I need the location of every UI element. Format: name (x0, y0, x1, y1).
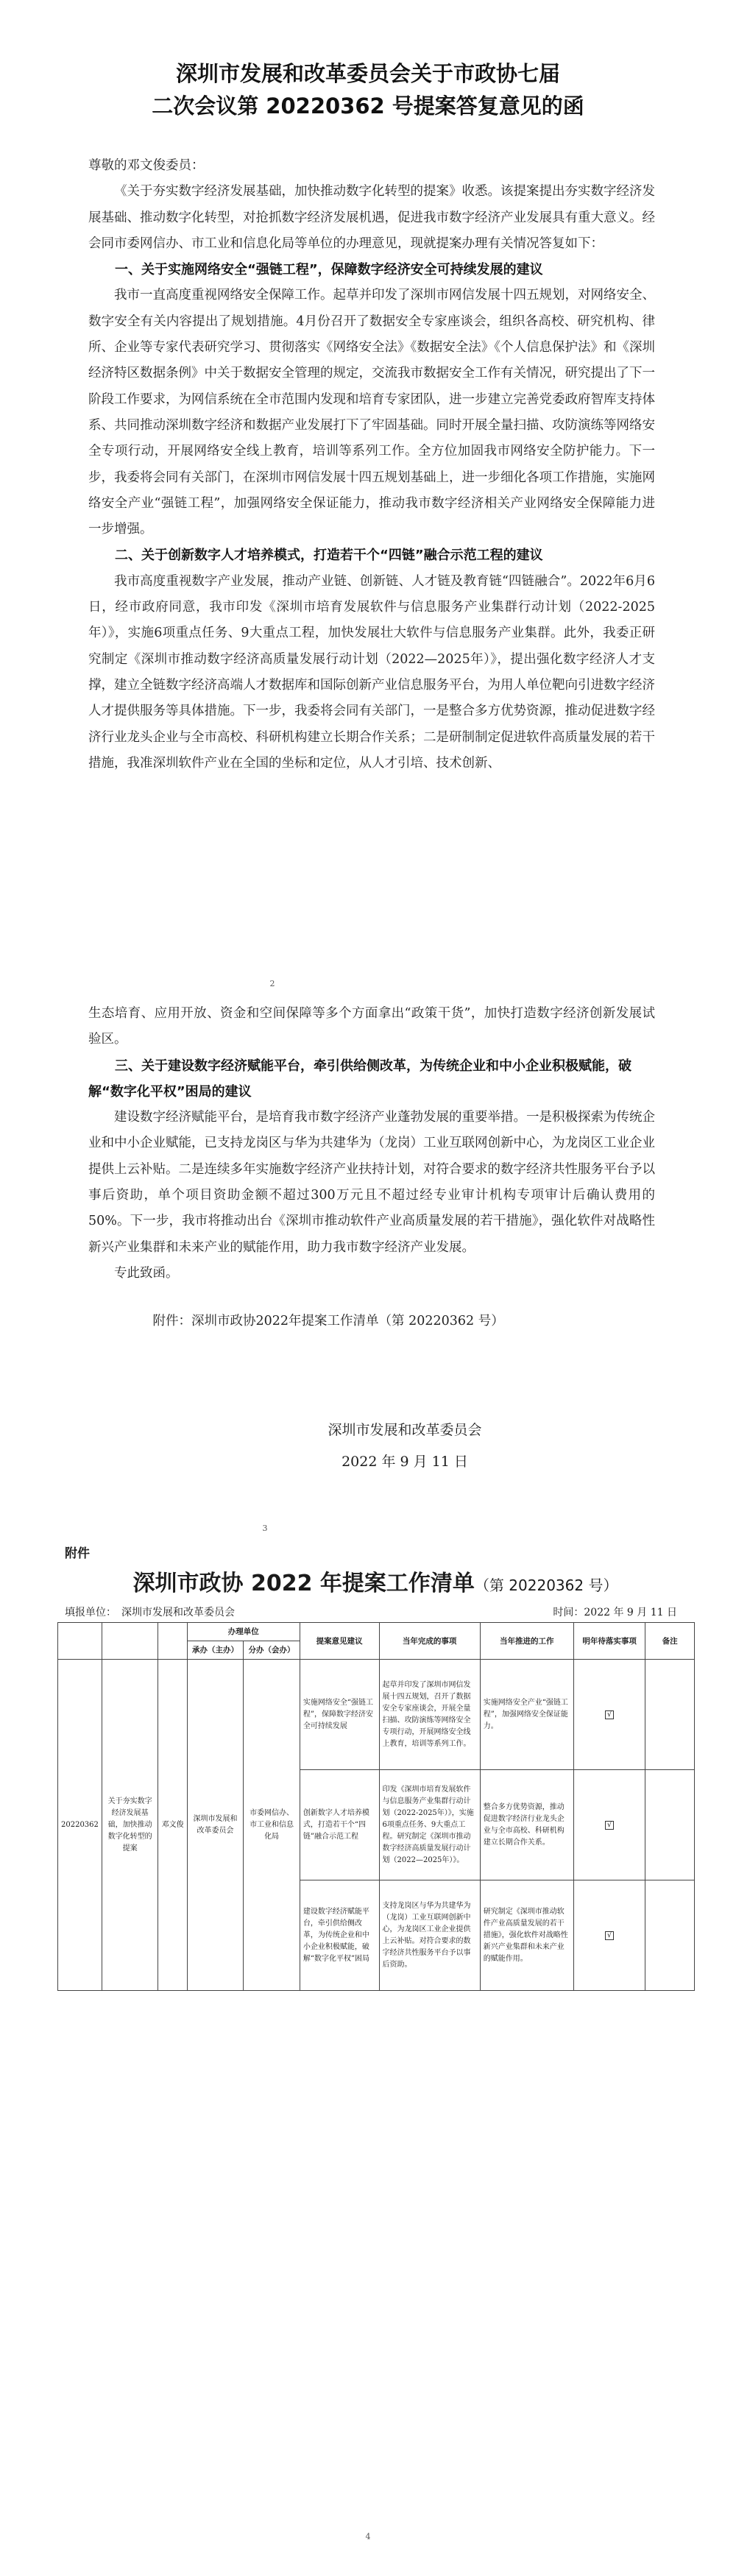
suggestion-cell: 创新数字人才培养模式，打造若干个“四链”融合示范工程 (300, 1770, 379, 1880)
salutation: 尊敬的邓文俊委员： (88, 158, 205, 173)
checkbox-icon: √ (605, 1710, 614, 1719)
checkbox-icon: √ (605, 1931, 614, 1940)
header-handling-units: 办理单位 (187, 1623, 300, 1641)
title-line-1: 深圳市发展和改革委员会关于市政协七届 (175, 61, 560, 86)
section-paragraph-3: 建设数字经济赋能平台，是培育我市数字经济产业蓬勃发展的重要举措。一是积极探索为传统企业和中小企业赋能，已支持龙岗区与华为共建华为（龙岗）工业互联网创新中心，为龙岗区工业企业提供上云补贴。二是连续多年实施数字经济产业扶持计划，对符合要求的数字经济共性服务平台予以事后资助，单个项目资助金额不超过300万元且不超过经专业审计机构专项审计后确认费用的50%。下一步，我市将推动出台《深圳市推动软件产业高质量发展的若干措施》，强化软件对战略性新兴产业集群和未来产业的赋能作用，助力我市数字经济产业发展。 (88, 1110, 655, 1255)
remark-cell (645, 1660, 695, 1770)
section-paragraph-2: 我市高度重视数字产业发展，推动产业链、创新链、人才链及教育链“四链融合”。2022年6月6日，经市政府同意，我市印发《深圳市培育发展软件与信息服务产业集群行动计划（2022-2025年）》，实施6项重点任务、9大重点工程，加快发展壮大软件与信息服务产业集群。此外，我委正研究制定《深圳市推动数字经济高质量发展行动计划（2022—2025年）》，提出强化数字经济人才支撑，建立全链数字经济高端人才数据库和国际创新产业信息服务平台，为用人单位靶向引进数字经济人才提供服务等具体措施。下一步，我委将会同有关部门，一是整合多方优势资源，推动促进数字经济行业龙头企业与全市高校、科研机构建立长期合作关系；二是研制制定促进软件高质量发展的若干措施，我准深圳软件产业在全国的坐标和定位，从人才引培、技术创新、 (88, 573, 655, 771)
next-year-cell (573, 1660, 645, 1770)
closing: 专此致函。 (114, 1265, 179, 1281)
header-done: 当年完成的事项 (379, 1623, 480, 1660)
page-number: 2 (269, 979, 275, 988)
signature-date: 2022 年 9 月 11 日 (342, 1454, 468, 1470)
header-ongoing: 当年推进的工作 (480, 1623, 573, 1660)
lead-unit: 深圳市发展和改革委员会 (187, 1660, 244, 1991)
page-number: 3 (262, 1524, 268, 1533)
header-next-year: 明年待落实事项 (573, 1623, 645, 1660)
letter-body (88, 153, 655, 776)
section-paragraph-2-continued: 生态培育、应用开放、资金和空间保障等多个方面拿出“政策干货”，加快打造数字经济创新发展试验区。 (88, 1006, 655, 1047)
table-row (58, 1660, 695, 1770)
annex-title-main: 深圳市政协 2022 年提案工作清单 (132, 1571, 475, 1596)
section-heading-1: 一、关于实施网络安全“强链工程”，保障数字经济安全可持续发展的建议 (115, 262, 543, 278)
remark-cell (645, 1770, 695, 1880)
header-cell (58, 1623, 102, 1660)
header-cell (102, 1623, 158, 1660)
proposal-number: 20220362 (58, 1660, 102, 1991)
page-number: 4 (365, 2532, 371, 2541)
annex-title (74, 1565, 677, 1597)
done-cell: 印发《深圳市培育发展软件与信息服务产业集群行动计划（2022-2025年）》，实施6项重点任务、9大重点工程。研究制定《深圳市推动数字经济高质量发展行动计划（2022—2025年）》。 (379, 1770, 480, 1880)
header-co: 分办（会办） (244, 1641, 300, 1660)
next-year-cell (573, 1770, 645, 1880)
section-heading-3: 三、关于建设数字经济赋能平台，牵引供给侧改革，为传统企业和中小企业积极赋能，破解“数字化平权”困局的建议 (88, 1058, 631, 1100)
fill-unit: 填报单位： 深圳市发展和改革委员会 (65, 1607, 235, 1618)
co-units: 市委网信办、市工业和信息化局 (244, 1660, 300, 1991)
next-year-cell (573, 1880, 645, 1991)
done-cell: 起草并印发了深圳市网信发展十四五规划，召开了数据安全专家座谈会，开展全量扫描、攻防演练等网络安全专项行动，开展网络安全线上教育，培训等系列工作。 (379, 1660, 480, 1770)
suggestion-cell: 实施网络安全“强链工程”，保障数字经济安全可持续发展 (300, 1660, 379, 1770)
suggestion-cell: 建设数字经济赋能平台，牵引供给侧改革，为传统企业和中小企业积极赋能，破解“数字化平权”困局 (300, 1880, 379, 1991)
header-cell (158, 1623, 187, 1660)
ongoing-cell: 研究制定《深圳市推动软件产业高质量发展的若干措施》，强化软件对战略性新兴产业集群和未来产业的赋能作用。 (480, 1880, 573, 1991)
letter-title (74, 57, 662, 122)
proposal-title: 关于夯实数字经济发展基础，加快推动数字化转型的提案 (102, 1660, 158, 1991)
header-suggestion: 提案意见建议 (300, 1623, 379, 1660)
header-remark: 备注 (645, 1623, 695, 1660)
title-line-2: 二次会议第 20220362 号提案答复意见的函 (152, 93, 584, 118)
attachment-note: 附件：深圳市政协2022年提案工作清单（第 20220362 号） (152, 1314, 504, 1329)
checkbox-icon: √ (605, 1821, 614, 1830)
signature-org: 深圳市发展和改革委员会 (328, 1422, 482, 1438)
done-cell: 支持龙岗区与华为共建华为（龙岗）工业互联网创新中心，为龙岗区工业企业提供上云补贴。对符合要求的数字经济共性服务平台予以事后资助。 (379, 1880, 480, 1991)
ongoing-cell: 实施网络安全产业“强链工程”，加强网络安全保证能力。 (480, 1660, 573, 1770)
intro-paragraph: 《关于夯实数字经济发展基础，加快推动数字化转型的提案》收悉。该提案提出夯实数字经济发展基础、推动数字化转型，对抢抓数字经济发展机遇，促进我市数字经济产业发展具有重大意义。经会同市委网信办、市工业和信息化局等单位的办理意见，现就提案办理有关情况答复如下： (88, 184, 655, 251)
letter-body-continued (88, 1001, 655, 1335)
remark-cell (645, 1880, 695, 1991)
ongoing-cell: 整合多方优势资源，推动促进数字经济行业龙头企业与全市高校、科研机构建立长期合作关系。 (480, 1770, 573, 1880)
proposal-work-table (57, 1622, 695, 1991)
section-paragraph-1: 我市一直高度重视网络安全保障工作。起草并印发了深圳市网信发展十四五规划，对网络安全、数字安全有关内容提出了规划措施。4月份召开了数据安全专家座谈会，组织各高校、研究机构、律所、企业等专家代表研究学习、贯彻落实《网络安全法》《数据安全法》《个人信息保护法》和《深圳经济特区数据条例》中关于数据安全管理的规定，交流我市数据安全工作有关情况，研究提出了下一阶段工作要求，为网信系统在全市范围内发现和培育专家团队，进一步建立完善党委政府智库支持体系、共同推动深圳数字经济和数据产业发展打下了牢固基础。同时开展全量扫描、攻防演练等网络安全专项行动，开展网络安全线上教育，培训等系列工作。全方位加固我市网络安全防护能力。下一步，我委将会同有关部门，在深圳市网信发展十四五规划基础上，进一步细化各项工作措施，实施网络安全产业“强链工程”，加强网络安全保证能力，推动我市数字经济相关产业网络安全保障能力进一步增强。 (88, 288, 655, 537)
table-header-row (58, 1623, 695, 1641)
fill-date: 时间：2022 年 9 月 11 日 (553, 1607, 677, 1618)
annex-title-number: （第 20220362 号） (474, 1577, 618, 1594)
proposer: 邓文俊 (158, 1660, 187, 1991)
header-lead: 承办（主办） (187, 1641, 244, 1660)
section-heading-2: 二、关于创新数字人才培养模式，打造若干个“四链”融合示范工程的建议 (115, 548, 543, 564)
annex-label: 附件 (65, 1546, 90, 1561)
